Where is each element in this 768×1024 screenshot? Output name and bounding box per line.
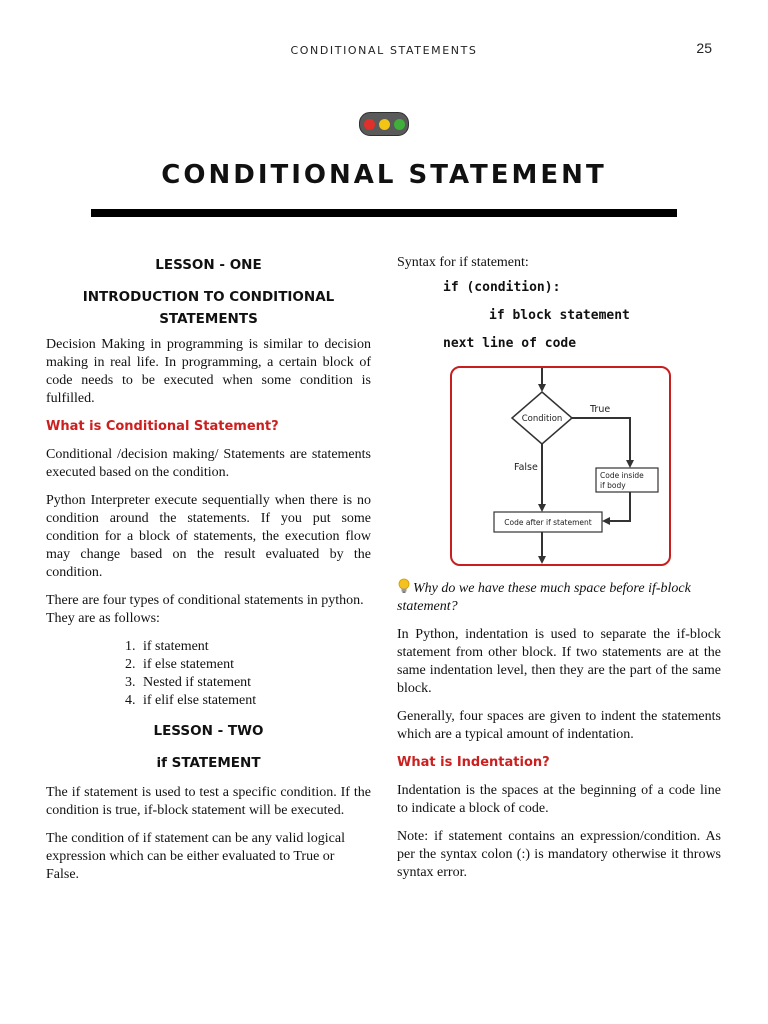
flowchart-diagram xyxy=(452,368,669,564)
page-title: CONDITIONAL STATEMENT xyxy=(161,160,607,190)
true-label: True xyxy=(590,404,611,415)
yellow-light xyxy=(379,119,390,130)
body-return-arrow xyxy=(604,492,630,521)
after-if-label: Code after if statement xyxy=(504,518,592,527)
true-arrow xyxy=(572,418,630,466)
indentation-definition: Indentation is the spaces at the beginning of a code line to indicate a block of code. xyxy=(397,783,721,816)
false-label: False xyxy=(514,462,538,473)
running-head: CONDITIONAL STATEMENTS xyxy=(290,44,478,57)
if-paragraph-2: The condition of if statement can be any valid logical expression which can be either evaluated to True or False. xyxy=(46,831,345,882)
green-light xyxy=(394,119,405,130)
code-line-2: if block statement xyxy=(489,308,630,323)
list-item: 2. if else statement xyxy=(139,656,371,674)
code-line-1: if (condition): xyxy=(443,280,561,295)
syntax-intro: Syntax for if statement: xyxy=(397,255,529,270)
lesson-one-heading: LESSON - ONE xyxy=(155,257,262,273)
what-is-conditional-heading: What is Conditional Statement? xyxy=(46,419,279,434)
indent-question-text: Why do we have these much space before if-block statement? xyxy=(397,581,691,614)
indent-paragraph-1: In Python, indentation is used to separate the if-block statement from other block. If two statements are at the same indentation level, then they are the part of the same block. xyxy=(397,627,721,696)
right-column xyxy=(397,254,721,892)
if-statement-heading: if STATEMENT xyxy=(156,755,261,771)
indent-question xyxy=(397,578,721,616)
condition-label: Condition xyxy=(521,414,563,424)
left-column xyxy=(46,254,371,894)
interpreter-paragraph: Python Interpreter execute sequentially when there is no condition around the statements. If you put some condition for a block of statements, the execution flow may change based on the result evaluated by the condition. xyxy=(46,493,371,580)
indent-paragraph-2: Generally, four spaces are given to indent the statements which are a typical amount of indentation. xyxy=(397,709,721,742)
intro-paragraph: Decision Making in programming is similar to decision making in real life. In programming, a certain block of code needs to be executed when some condition is fulfilled. xyxy=(46,337,371,406)
types-list xyxy=(46,638,371,710)
traffic-light-icon xyxy=(359,112,409,136)
title-rule xyxy=(91,209,677,217)
definition-paragraph: Conditional /decision making/ Statements are statements executed based on the condition. xyxy=(46,447,371,480)
if-body-label-2: if body xyxy=(600,481,626,490)
code-line-3: next line of code xyxy=(443,336,577,351)
page-number: 25 xyxy=(696,40,712,56)
what-is-indentation-heading: What is Indentation? xyxy=(397,755,550,770)
list-item: 3. Nested if statement xyxy=(139,674,371,692)
list-item: 4. if elif else statement xyxy=(139,692,371,710)
lightbulb-icon xyxy=(397,578,411,594)
red-light xyxy=(364,119,375,130)
if-paragraph-1: The if statement is used to test a specific condition. If the condition is true, if-block statement will be executed. xyxy=(46,785,371,818)
types-paragraph: There are four types of conditional statements in python. They are as follows: xyxy=(46,593,364,626)
list-item: 1. if statement xyxy=(139,638,371,656)
lesson-two-heading: LESSON - TWO xyxy=(153,723,264,739)
note-paragraph: Note: if statement contains an expression/condition. As per the syntax colon (:) is mandatory otherwise it throws syntax error. xyxy=(397,829,721,880)
intro-heading: INTRODUCTION TO CONDITIONAL STATEMENTS xyxy=(82,289,335,327)
if-body-label-1: Code inside xyxy=(600,471,644,480)
flowchart xyxy=(450,366,671,566)
